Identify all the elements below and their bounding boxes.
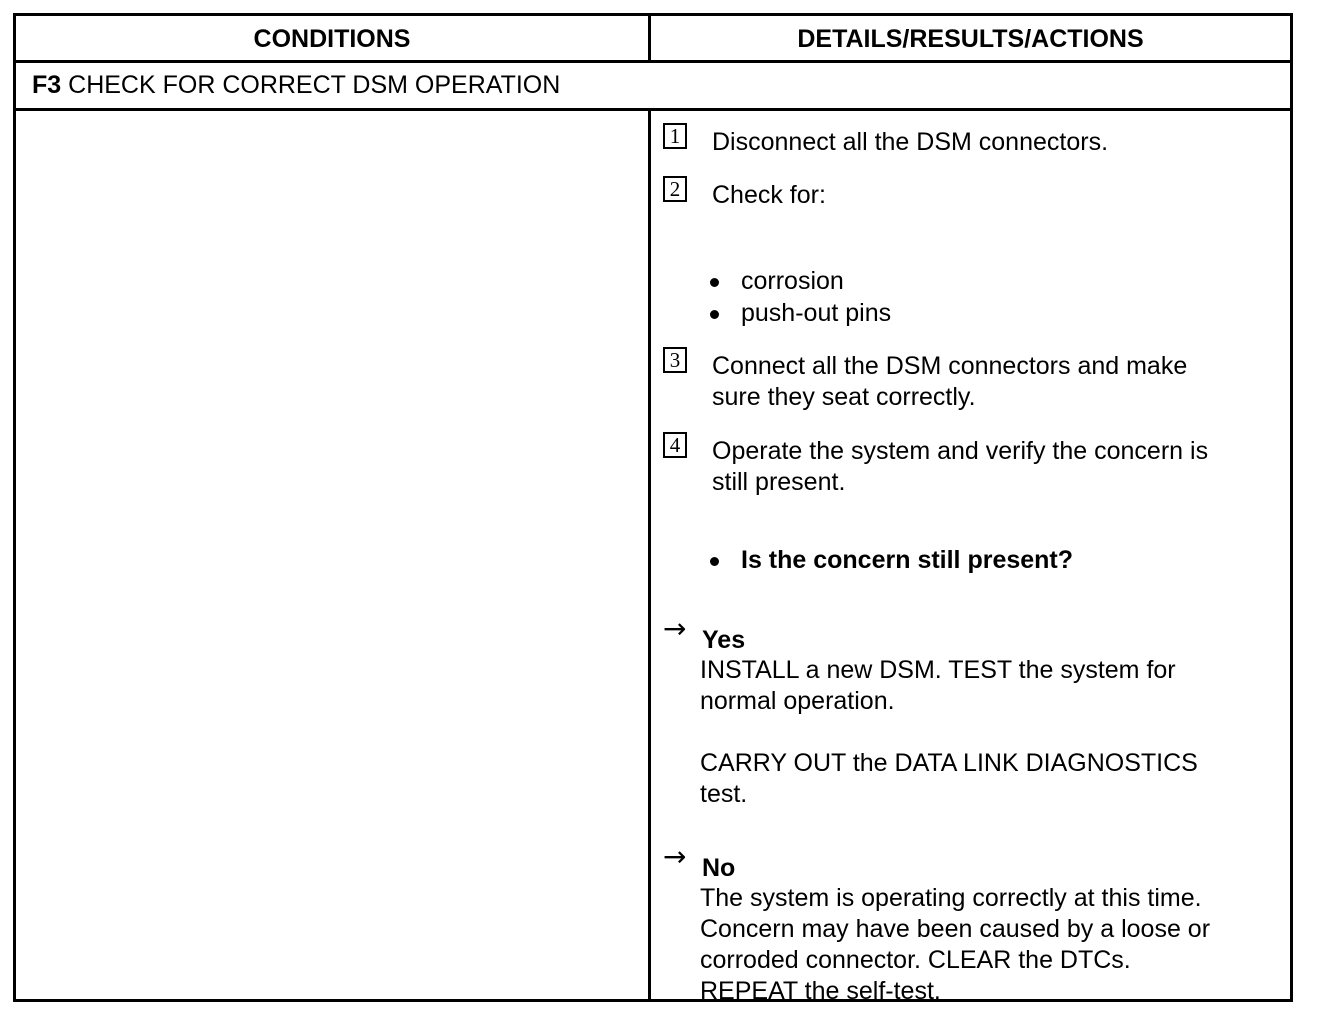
column-divider bbox=[648, 16, 651, 60]
bullet-icon bbox=[710, 278, 719, 287]
bullet-icon bbox=[710, 557, 719, 566]
step-number-box: 3 bbox=[663, 347, 687, 373]
step-text: Disconnect all the DSM connectors. bbox=[712, 128, 1109, 156]
yes-label: Yes bbox=[702, 626, 746, 654]
check-item-text: corrosion bbox=[741, 267, 844, 295]
table-header-row bbox=[16, 16, 1290, 63]
test-step-title: CHECK FOR CORRECT DSM OPERATION bbox=[68, 71, 561, 99]
step-number-box: 2 bbox=[663, 176, 687, 202]
test-step-title-row bbox=[16, 63, 1290, 111]
no-label: No bbox=[702, 854, 736, 882]
no-action-text: The system is operating correctly at this time. Concern may have been caused by a loose or corroded connector. CLEAR the DTCs. REPEAT the self-test. bbox=[700, 884, 1211, 1005]
step-text: Operate the system and verify the concern is still present. bbox=[712, 437, 1209, 496]
bullet-icon bbox=[710, 310, 719, 319]
conditions-cell bbox=[16, 111, 648, 1002]
check-item-text: push-out pins bbox=[741, 299, 892, 327]
arrow-icon: → bbox=[663, 840, 687, 873]
test-step-code: F3 bbox=[32, 71, 62, 99]
diagnostic-table bbox=[13, 13, 1293, 1005]
yes-action-text: INSTALL a new DSM. TEST the system for normal operation. CARRY OUT the DATA LINK DIAGNOSTICS test. bbox=[700, 656, 1198, 808]
conditions-header: CONDITIONS bbox=[253, 25, 411, 53]
arrow-icon: → bbox=[663, 612, 687, 645]
question-text: Is the concern still present? bbox=[741, 546, 1074, 574]
details-cell bbox=[651, 111, 1290, 1005]
step-number-box: 4 bbox=[663, 432, 687, 458]
step-number-box: 1 bbox=[663, 123, 687, 149]
step-text: Connect all the DSM connectors and make sure they seat correctly. bbox=[712, 352, 1188, 411]
step-text: Check for: bbox=[712, 181, 826, 209]
details-header: DETAILS/RESULTS/ACTIONS bbox=[797, 25, 1144, 53]
